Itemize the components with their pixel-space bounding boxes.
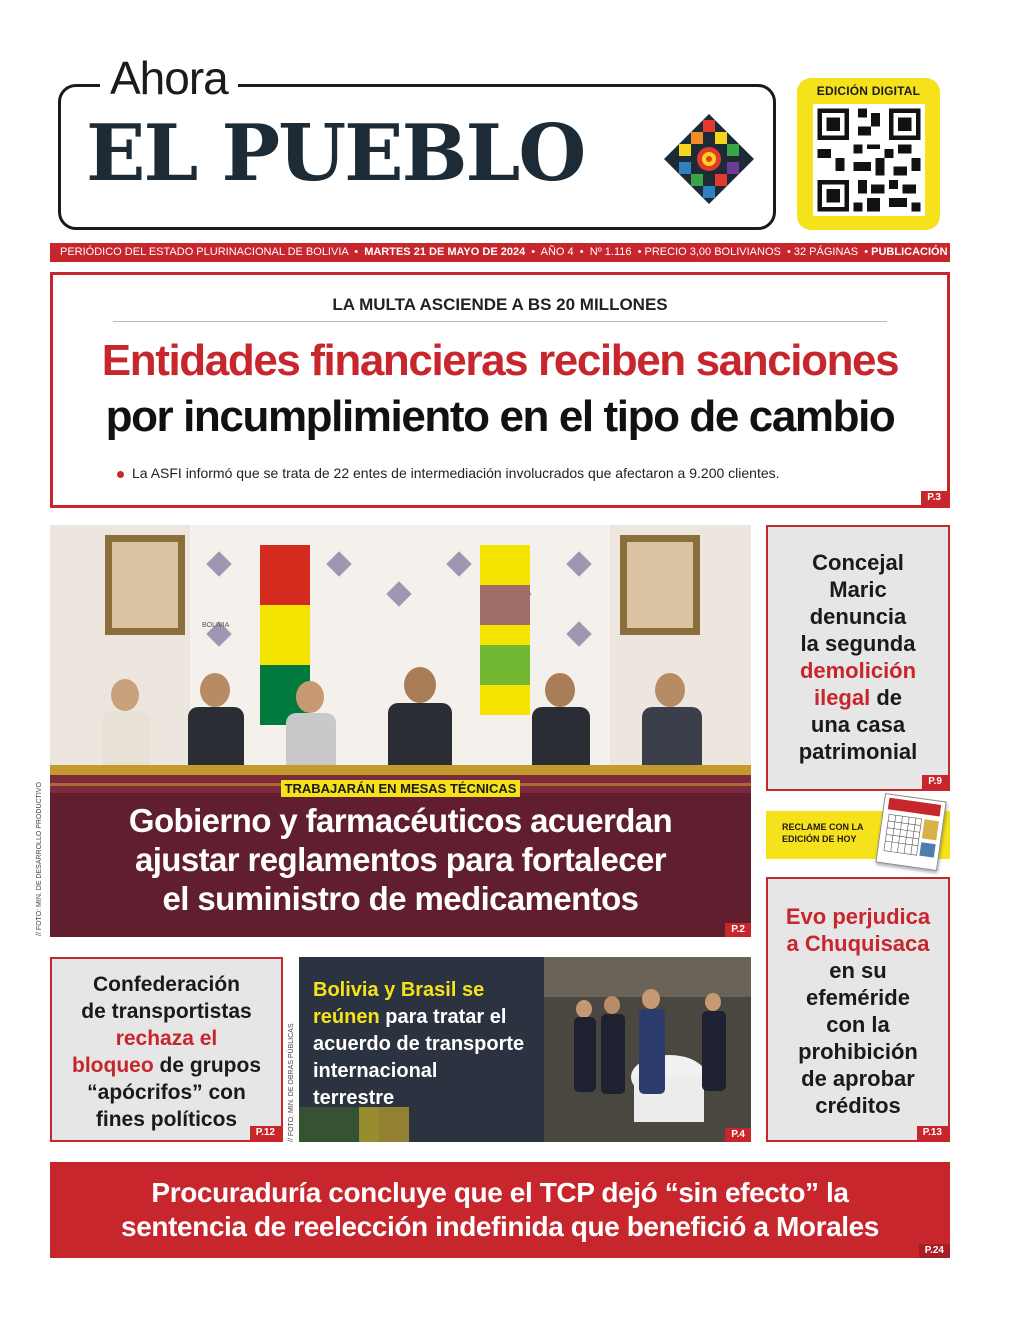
side1-line8: patrimonial [798, 739, 918, 764]
story-bolivia-brasil[interactable] [299, 957, 751, 1142]
paper-description: PERIÓDICO DEL ESTADO PLURINACIONAL DE BOLIVIA [60, 246, 349, 258]
footer-page-tag: P.24 [919, 1244, 950, 1258]
side2-line2: a Chuquisaca [786, 931, 930, 956]
side2-line6: prohibición [798, 1039, 918, 1064]
photo-story[interactable] [50, 525, 751, 937]
qr-code-icon[interactable] [813, 104, 925, 216]
promo-line1: RECLAME CON LA [782, 822, 864, 832]
story-transportistas-text [52, 971, 281, 1133]
side2-line4: efeméride [806, 985, 910, 1010]
lead-divider [113, 321, 887, 322]
story-transportistas[interactable] [50, 957, 283, 1142]
bl-line2: de transportistas [81, 1000, 252, 1023]
bm-line2-yellow: reúnen [313, 1006, 380, 1028]
photo-story-headline [50, 801, 751, 918]
promo-text [782, 821, 864, 845]
photo-credit: // FOTO: MIN. DE DESARROLLO PRODUCTIVO [36, 782, 43, 936]
side2-line3: en su [829, 958, 887, 983]
lead-summary-text: La ASFI informó que se trata de 22 entes de intermediación involucrados que afectaron a 9.200 clientes. [132, 465, 780, 481]
side1-line3: denuncia [809, 604, 907, 629]
bm-line5: terrestre [313, 1087, 395, 1109]
edition-info-bar: PERIÓDICO DEL ESTADO PLURINACIONAL DE BOLIVIA • MARTES 21 DE MAYO DE 2024 • AÑO 4 • Nº 1.116 • PRECIO 3,00 BOLIVIANOS • 32 PÁGINAS • PUBLICACIÓN NACIONAL [50, 243, 950, 262]
bl-line4-red: bloqueo [72, 1054, 154, 1077]
side2-line5: con la [826, 1012, 890, 1037]
bl-line1: Confederación [92, 973, 241, 996]
footer-line1: Procuraduría concluye que el TCP dejó “sin efecto” la [151, 1177, 849, 1208]
side2-line1: Evo perjudica [785, 904, 931, 929]
photo-story-page-tag: P.2 [725, 923, 751, 937]
lead-summary [117, 465, 780, 481]
digital-edition-qr-box[interactable] [797, 78, 940, 230]
wiphala-diamond-logo [662, 112, 756, 206]
story-procuraduria-headline [50, 1176, 950, 1244]
side-story-maric[interactable] [766, 525, 950, 791]
bm-page-tag: P.4 [725, 1128, 751, 1142]
side1-line6 [768, 684, 948, 711]
edition-price: PRECIO 3,00 BOLIVIANOS [644, 246, 781, 258]
footer-line2: sentencia de reelección indefinida que benefició a Morales [121, 1211, 879, 1242]
side1-line7: una casa [810, 712, 906, 737]
lead-headline-line2: por incumplimiento en el tipo de cambio [105, 392, 895, 441]
bl-line6: fines políticos [95, 1108, 238, 1131]
bl-line4 [52, 1052, 281, 1079]
photo-story-kicker [50, 780, 751, 798]
lead-kicker: LA MULTA ASCIENDE A BS 20 MILLONES [332, 295, 668, 314]
bm-line1: Bolivia y Brasil se [313, 979, 485, 1001]
bm-line4: internacional [313, 1060, 438, 1082]
side1-line6-rest: de [870, 685, 903, 710]
side-story-evo-text [768, 903, 948, 1119]
lead-story[interactable] [50, 272, 950, 508]
magazine-cover-icon [875, 793, 946, 871]
edition-year: AÑO 4 [540, 246, 574, 258]
bl-line5: “apócrifos” con [87, 1081, 246, 1104]
side2-line8: créditos [815, 1093, 901, 1118]
lead-page-tag: P.3 [921, 491, 947, 505]
photo-story-headline-line1: Gobierno y farmacéuticos acuerdan [128, 802, 673, 839]
masthead-ahora: Ahora [100, 50, 238, 106]
bl-page-tag: P.12 [250, 1126, 281, 1140]
story-procuraduria[interactable] [50, 1162, 950, 1258]
bl-line4-rest: de grupos [153, 1054, 261, 1077]
bm-line2 [313, 1004, 563, 1031]
bullet-icon [117, 471, 124, 478]
side1-line2: Maric [829, 577, 887, 602]
story-bolivia-brasil-text [313, 977, 563, 1112]
edition-date: MARTES 21 DE MAYO DE 2024 [364, 246, 526, 258]
side1-line4: la segunda [800, 631, 916, 656]
backdrop-label: BOLIVIA [202, 622, 230, 629]
photo-story-headline-line3: el suministro de medicamentos [162, 880, 639, 917]
promo-line2: EDICIÓN DE HOY [782, 834, 857, 844]
side1-line6-red: ilegal [813, 685, 871, 710]
edition-number: Nº 1.116 [589, 246, 632, 258]
masthead-title: EL PUEBLO [86, 108, 585, 199]
side-story-maric-text [768, 549, 948, 765]
photo-story-headline-line2: ajustar reglamentos para fortalecer [134, 841, 667, 878]
side2-line7: de aprobar [801, 1066, 915, 1091]
edition-scope: PUBLICACIÓN NACIONAL [871, 246, 1009, 258]
side1-page-tag: P.9 [922, 775, 948, 789]
lead-headline-line1: Entidades financieras reciben sanciones [101, 336, 899, 385]
bl-line3: rechaza el [115, 1027, 218, 1050]
edition-pages: 32 PÁGINAS [793, 246, 859, 258]
side1-line5: demolición [799, 658, 917, 683]
bm-line2-rest: para tratar el [379, 1006, 507, 1028]
side1-line1: Concejal [812, 550, 904, 575]
bm-line3: acuerdo de transporte [313, 1033, 525, 1055]
qr-label: EDICIÓN DIGITAL [816, 84, 921, 98]
side-story-evo[interactable] [766, 877, 950, 1142]
photo-story-kicker-text: TRABAJARÁN EN MESAS TÉCNICAS [281, 780, 521, 797]
side2-page-tag: P.13 [917, 1126, 948, 1140]
bm-photo-credit: // FOTO: MIN. DE OBRAS PÚBLICAS [288, 1023, 295, 1142]
